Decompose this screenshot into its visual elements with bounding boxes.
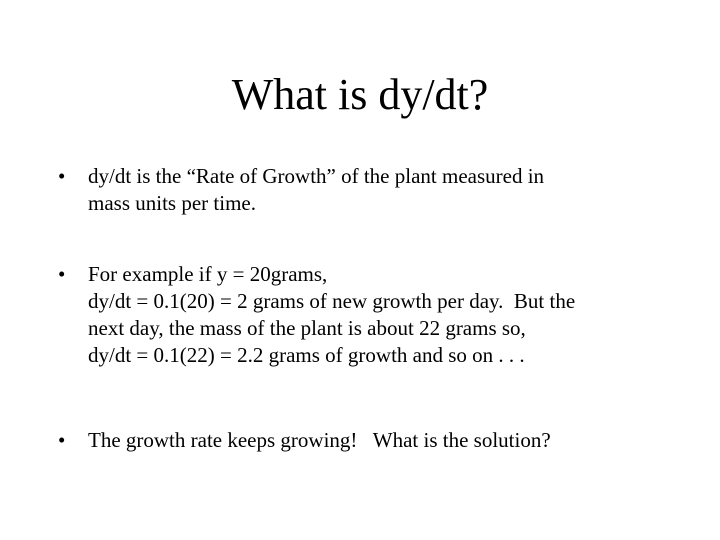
bullet-dot: • <box>58 428 66 452</box>
bullet-line: The growth rate keeps growing! What is the solution? <box>88 428 551 452</box>
bullet-text <box>88 427 708 454</box>
bullet-line: dy/dt = 0.1(22) = 2.2 grams of growth and so on . . . <box>88 343 525 367</box>
bullet-line: next day, the mass of the plant is about 22 grams so, <box>88 316 526 340</box>
bullet-line: dy/dt = 0.1(20) = 2 grams of new growth per day. But the <box>88 289 576 313</box>
bullet-text <box>88 261 708 369</box>
bullet-dot: • <box>58 164 66 188</box>
bullet-line: mass units per time. <box>88 191 256 215</box>
bullet-dot: • <box>58 262 66 286</box>
slide-title: What is dy/dt? <box>231 70 489 119</box>
bullet-text <box>88 163 708 217</box>
bullet-line: For example if y = 20grams, <box>88 262 328 286</box>
bullet-line: dy/dt is the “Rate of Growth” of the plant measured in <box>88 164 545 188</box>
